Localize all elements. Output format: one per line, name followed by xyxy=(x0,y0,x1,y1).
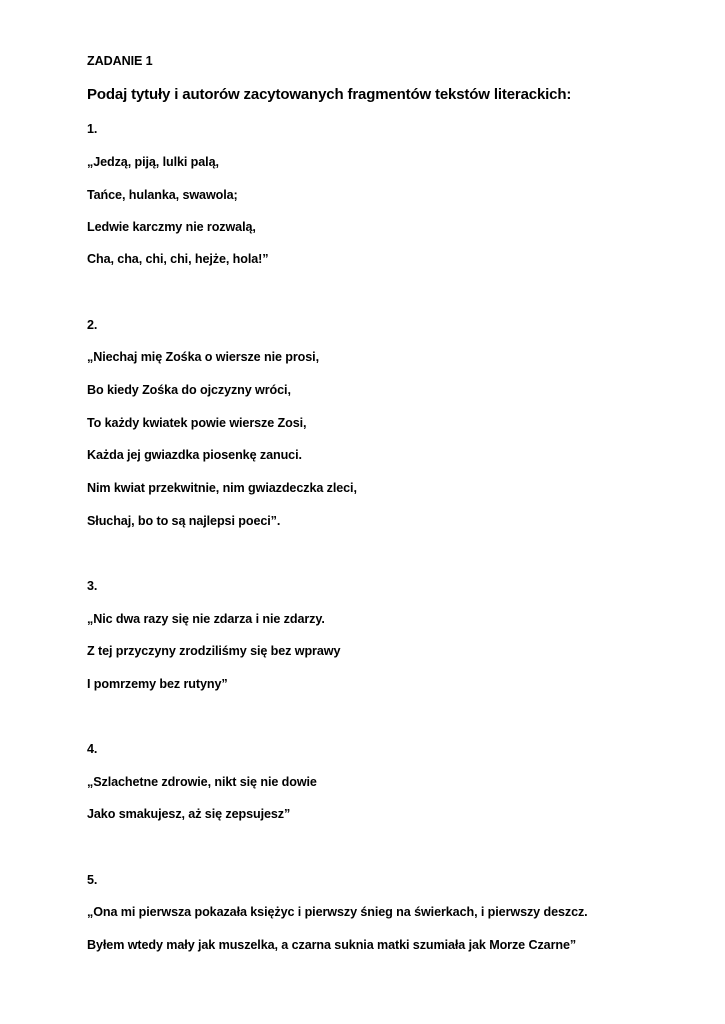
fragment-line: Tańce, hulanka, swawola; xyxy=(87,188,238,202)
fragment-line: To każdy kwiatek powie wiersze Zosi, xyxy=(87,416,307,430)
fragment-line: Jako smakujesz, aż się zepsujesz” xyxy=(87,807,291,821)
fragment-line: Ledwie karczmy nie rozwalą, xyxy=(87,220,256,234)
fragment-number: 4. xyxy=(87,742,98,756)
fragment-line: „Nic dwa razy się nie zdarza i nie zdarzy. xyxy=(87,612,325,626)
fragment-line: Cha, cha, chi, chi, hejże, hola!” xyxy=(87,252,269,266)
fragment-number: 1. xyxy=(87,122,98,136)
fragment-line: I pomrzemy bez rutyny” xyxy=(87,677,228,691)
fragment-line: Bo kiedy Zośka do ojczyzny wróci, xyxy=(87,383,291,397)
task-instruction: Podaj tytuły i autorów zacytowanych fragmentów tekstów literackich: xyxy=(87,86,572,103)
fragment-line: Z tej przyczyny zrodziliśmy się bez wprawy xyxy=(87,644,341,658)
fragment-number: 5. xyxy=(87,873,98,887)
fragment-line: Byłem wtedy mały jak muszelka, a czarna suknia matki szumiała jak Morze Czarne” xyxy=(87,938,577,952)
task-label: ZADANIE 1 xyxy=(87,54,153,68)
fragment-line: Każda jej gwiazdka piosenkę zanuci. xyxy=(87,448,302,462)
fragment-line: „Ona mi pierwsza pokazała księżyc i pierwszy śnieg na świerkach, i pierwszy deszcz. xyxy=(87,905,588,919)
fragment-line: Nim kwiat przekwitnie, nim gwiazdeczka zleci, xyxy=(87,481,357,495)
fragment-line: „Szlachetne zdrowie, nikt się nie dowie xyxy=(87,775,317,789)
fragment-line: Słuchaj, bo to są najlepsi poeci”. xyxy=(87,514,281,528)
document-page xyxy=(87,0,707,1024)
fragment-number: 2. xyxy=(87,318,98,332)
fragment-line: „Jedzą, piją, lulki palą, xyxy=(87,155,219,169)
fragment-number: 3. xyxy=(87,579,98,593)
fragment-line: „Niechaj mię Zośka o wiersze nie prosi, xyxy=(87,350,319,364)
